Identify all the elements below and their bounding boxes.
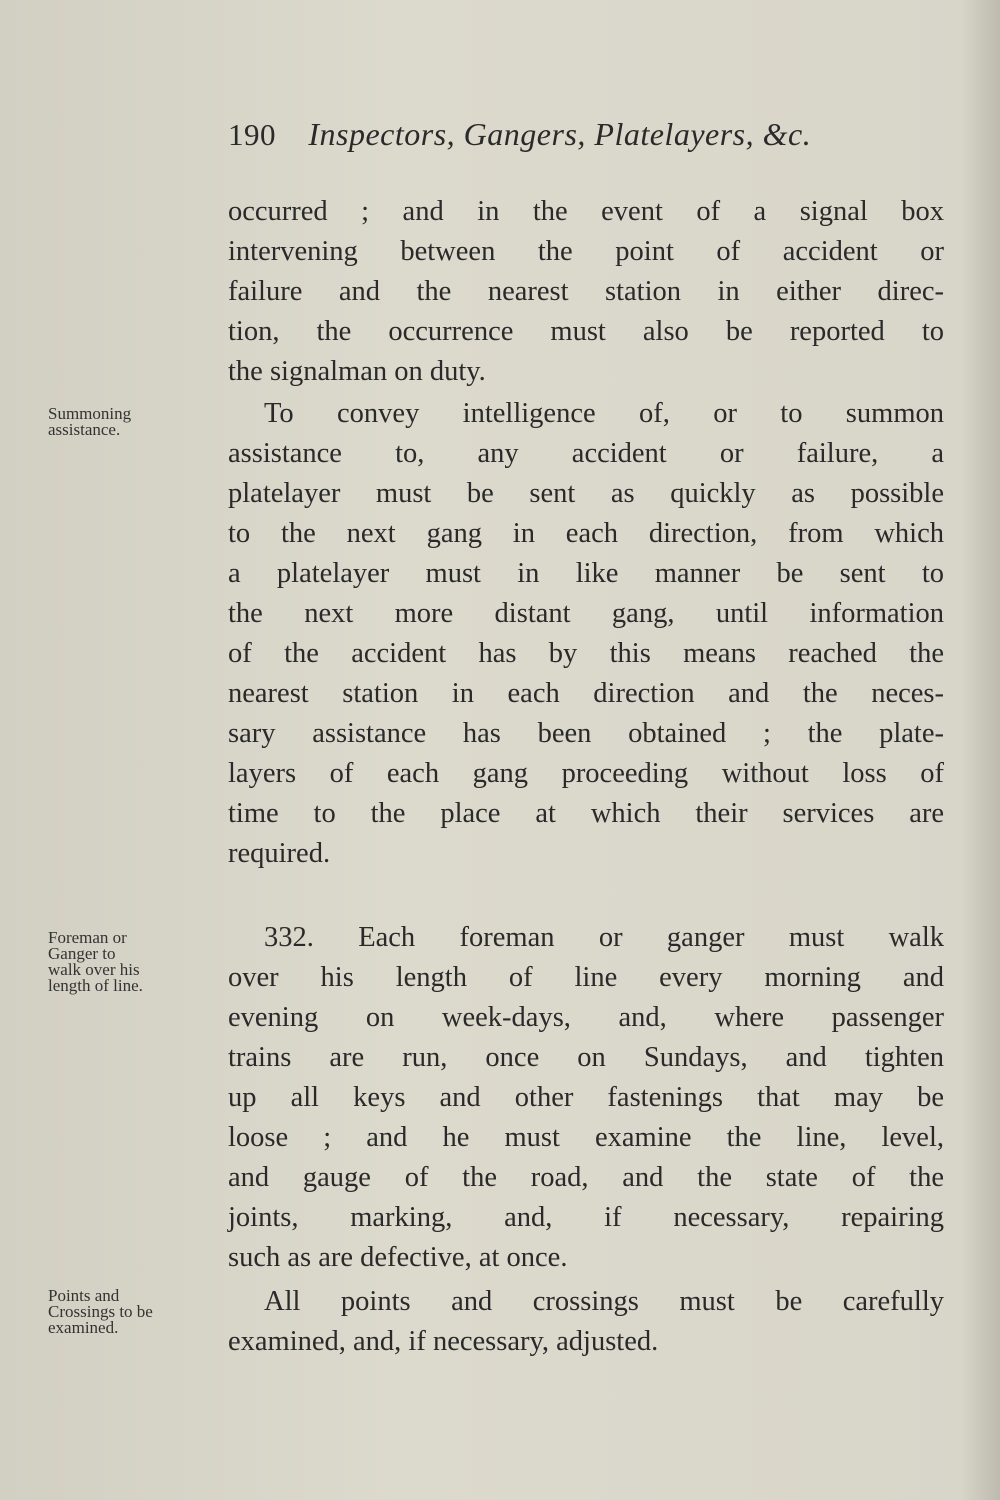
sidenote-line: Points and [48,1286,120,1305]
sidenote-line: Ganger to [48,944,116,963]
text-line: and gauge of the road, and the state of the [228,1162,944,1193]
sidenote-line: walk over his [48,960,140,979]
paragraph-points [228,1282,944,1362]
sidenote-line: examined. [48,1318,119,1337]
sidenote-line: Summoning [48,404,132,423]
text-line: platelayer must be sent as quickly as possible [228,478,944,509]
text-line: 332. Each foreman or ganger must walk [264,922,944,953]
page-number: 190 [228,117,276,152]
sidenote-summoning-assistance [48,406,223,438]
text-line: examined, and, if necessary, adjusted. [228,1326,659,1357]
text-line: nearest station in each direction and the neces- [228,678,944,709]
sidenote-line: Crossings to be [48,1302,153,1321]
text-line: failure and the nearest station in either direc- [228,276,944,307]
text-line: sary assistance has been obtained ; the plate- [228,718,944,749]
text-line: trains are run, once on Sundays, and tighten [228,1042,944,1073]
text-line: loose ; and he must examine the line, level, [228,1122,944,1153]
text-line: such as are defective, at once. [228,1242,568,1273]
text-line: to the next gang in each direction, from which [228,518,944,549]
sidenote-line: Foreman or [48,928,127,947]
text-line: evening on week-days, and, where passenger [228,1002,944,1033]
page-header [228,116,811,153]
running-title: Inspectors, Gangers, Platelayers, &c. [308,116,812,152]
text-line: assistance to, any accident or failure, a [228,438,944,469]
text-line: the signalman on duty. [228,356,486,387]
paragraph-332 [228,918,944,1278]
sidenote-line: assistance. [48,420,121,439]
text-line: joints, marking, and, if necessary, repairing [228,1202,944,1233]
text-line: occurred ; and in the event of a signal box [228,196,944,227]
sidenote-line: length of line. [48,976,143,995]
text-line: All points and crossings must be carefully [264,1286,944,1317]
sidenote-foreman-walk [48,930,223,994]
paragraph-summoning [228,394,944,874]
text-line: tion, the occurrence must also be reported to [228,316,944,347]
text-line: time to the place at which their services are [228,798,944,829]
paragraph-continuation [228,192,944,392]
text-line: over his length of line every morning and [228,962,944,993]
text-line: intervening between the point of accident or [228,236,944,267]
text-line: layers of each gang proceeding without loss of [228,758,944,789]
text-line: of the accident has by this means reached the [228,638,944,669]
sidenote-points-crossings [48,1288,223,1336]
text-line: a platelayer must in like manner be sent to [228,558,944,589]
text-line: required. [228,838,331,869]
text-line: the next more distant gang, until information [228,598,944,629]
text-line: To convey intelligence of, or to summon [264,398,944,429]
text-line: up all keys and other fastenings that may be [228,1082,944,1113]
